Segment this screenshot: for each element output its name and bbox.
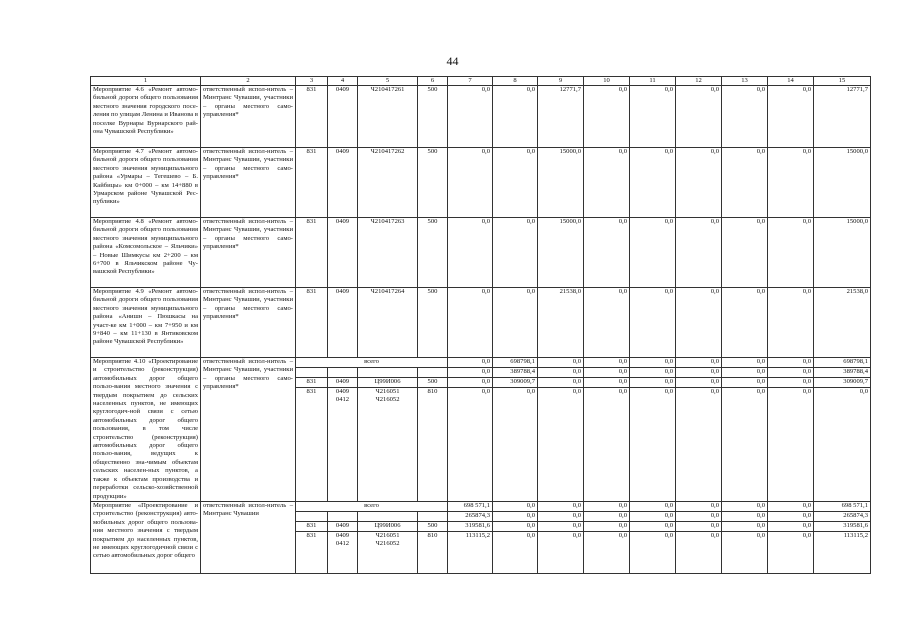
total-label: всего — [296, 502, 448, 512]
cell-value: 0,0 — [722, 358, 768, 368]
cell-value: 0,0 — [538, 368, 584, 378]
cell-value: 0,0 — [768, 512, 814, 522]
cell-value: 113115,2 — [448, 532, 493, 574]
target-code: Ч216051 — [375, 388, 400, 395]
cell-value: 389788,4 — [814, 368, 871, 378]
cell-value: 0,0 — [448, 378, 493, 388]
measure-name: Мероприятие 4.6 «Ремонт автомо-бильной дороги общего пользования местного значения городского посе-ления по улицам Ленина и Иванова в поселке Вурнары Вурнарского рай-она Чувашской Республики» — [91, 86, 201, 148]
empty-cell — [418, 368, 448, 378]
cell-value: 0,0 — [722, 532, 768, 574]
cell-value: 113115,2 — [814, 532, 871, 574]
cell-section: 0409 — [328, 148, 358, 218]
cell-value: 265874,3 — [448, 512, 493, 522]
col-header: 2 — [201, 77, 296, 86]
cell-value: 0,0 — [722, 368, 768, 378]
cell-expense-type: 500 — [418, 288, 448, 358]
cell-value: 0,0 — [448, 86, 493, 148]
cell-value: 0,0 — [584, 148, 630, 218]
cell-value: 0,0 — [584, 358, 630, 368]
cell-value: 0,0 — [584, 378, 630, 388]
cell-grbs: 831 — [296, 218, 328, 288]
target-code: Ч216052 — [375, 540, 400, 548]
cell-value: 0,0 — [584, 522, 630, 532]
col-header: 4 — [328, 77, 358, 86]
cell-target-code — [358, 388, 418, 502]
cell-expense-type: 500 — [418, 148, 448, 218]
cell-value: 0,0 — [448, 358, 493, 368]
cell-grbs: 831 — [296, 532, 328, 574]
cell-value: 0,0 — [768, 86, 814, 148]
measure-name: Мероприятие 4.8 «Ремонт автомо-бильной дороги общего пользования местного значения муниципального района «Комсомольское – Яльчики» – Новые Шимкусы км 2+200 – км 6+700 в Яльчикском районе Чу-вашской Республики» — [91, 218, 201, 288]
cell-value: 0,0 — [768, 502, 814, 512]
cell-value: 12771,7 — [538, 86, 584, 148]
empty-cell — [296, 368, 328, 378]
cell-value: 0,0 — [584, 512, 630, 522]
cell-value: 0,0 — [768, 358, 814, 368]
cell-value: 0,0 — [538, 388, 584, 502]
section-code: 0412 — [335, 540, 350, 548]
empty-cell — [358, 512, 418, 522]
executor: ответственный испол-нитель – Минтранс Чувашии, участники – органы местного само-управления* — [201, 288, 296, 358]
cell-value: 0,0 — [768, 532, 814, 574]
empty-cell — [328, 512, 358, 522]
cell-value: 698 571,1 — [448, 502, 493, 512]
cell-expense-type: 500 — [418, 86, 448, 148]
cell-value: 0,0 — [630, 288, 676, 358]
cell-value: 0,0 — [676, 218, 722, 288]
cell-grbs: 831 — [296, 378, 328, 388]
col-header: 13 — [722, 77, 768, 86]
executor: ответственный испол-нитель – Минтранс Чувашии — [201, 502, 296, 574]
cell-value: 21538,0 — [538, 288, 584, 358]
cell-value: 0,0 — [630, 368, 676, 378]
measure-name: Мероприятие «Проектирование и строительство (реконструкция) авто-мобильных дорог общего пользова-ния местного значения с твердым покрытием до населенных пунктов, не имеющих круглогодичной связи с сетью автомобильных дорог общего — [91, 502, 201, 574]
empty-cell — [418, 512, 448, 522]
table-row — [91, 86, 871, 148]
cell-grbs: 831 — [296, 86, 328, 148]
cell-value: 0,0 — [768, 288, 814, 358]
cell-value: 0,0 — [722, 522, 768, 532]
cell-value: 309009,7 — [814, 378, 871, 388]
col-header: 7 — [448, 77, 493, 86]
cell-value: 0,0 — [584, 288, 630, 358]
empty-cell — [358, 368, 418, 378]
cell-value: 0,0 — [630, 532, 676, 574]
cell-value: 0,0 — [630, 388, 676, 502]
cell-value: 0,0 — [448, 388, 493, 502]
cell-value: 0,0 — [538, 512, 584, 522]
cell-value: 15000,0 — [814, 148, 871, 218]
cell-value: 0,0 — [493, 522, 538, 532]
cell-value: 389788,4 — [493, 368, 538, 378]
col-header: 6 — [418, 77, 448, 86]
cell-value: 15000,0 — [538, 148, 584, 218]
cell-section: 0409 — [328, 86, 358, 148]
col-header: 14 — [768, 77, 814, 86]
cell-value: 698 571,1 — [814, 502, 871, 512]
cell-value: 0,0 — [538, 378, 584, 388]
cell-value: 0,0 — [493, 532, 538, 574]
cell-value: 0,0 — [722, 148, 768, 218]
col-header: 15 — [814, 77, 871, 86]
col-header: 3 — [296, 77, 328, 86]
cell-target-code: Ч210417261 — [358, 86, 418, 148]
cell-expense-type: 500 — [418, 522, 448, 532]
cell-value: 0,0 — [768, 388, 814, 502]
table-row — [91, 148, 871, 218]
cell-value: 12771,7 — [814, 86, 871, 148]
cell-value: 0,0 — [493, 502, 538, 512]
section-code: 0409 — [335, 388, 350, 395]
cell-target-code: Ц99И006 — [358, 378, 418, 388]
cell-grbs: 831 — [296, 522, 328, 532]
cell-value: 0,0 — [584, 502, 630, 512]
col-header: 8 — [493, 77, 538, 86]
header-row — [91, 77, 871, 86]
cell-expense-type: 810 — [418, 532, 448, 574]
col-header: 12 — [676, 77, 722, 86]
page-number: 44 — [446, 54, 459, 68]
cell-section: 0409 — [328, 522, 358, 532]
cell-value: 0,0 — [448, 288, 493, 358]
cell-value: 0,0 — [722, 378, 768, 388]
section-code: 0412 — [335, 396, 350, 404]
cell-value: 21538,0 — [814, 288, 871, 358]
cell-value: 0,0 — [630, 502, 676, 512]
cell-value: 0,0 — [722, 502, 768, 512]
cell-value: 0,0 — [676, 368, 722, 378]
cell-value: 0,0 — [676, 358, 722, 368]
table-row — [91, 358, 871, 368]
cell-value: 0,0 — [814, 388, 871, 502]
cell-section: 0409 — [328, 378, 358, 388]
total-label: всего — [296, 358, 448, 368]
cell-value: 0,0 — [584, 388, 630, 502]
executor: ответственный испол-нитель – Минтранс Чувашии, участники – органы местного само-управления* — [201, 86, 296, 148]
cell-value: 15000,0 — [538, 218, 584, 288]
cell-expense-type: 810 — [418, 388, 448, 502]
col-header: 10 — [584, 77, 630, 86]
cell-value: 319581,6 — [448, 522, 493, 532]
cell-value: 0,0 — [768, 378, 814, 388]
cell-target-code: Ч210417263 — [358, 218, 418, 288]
cell-target-code: Ч210417262 — [358, 148, 418, 218]
cell-value: 0,0 — [676, 288, 722, 358]
cell-value: 0,0 — [630, 378, 676, 388]
cell-value: 0,0 — [768, 218, 814, 288]
cell-value: 0,0 — [584, 86, 630, 148]
table-row — [91, 218, 871, 288]
cell-value: 0,0 — [493, 288, 538, 358]
cell-value: 309009,7 — [493, 378, 538, 388]
cell-value: 0,0 — [722, 218, 768, 288]
col-header: 1 — [91, 77, 201, 86]
cell-section — [328, 388, 358, 502]
col-header: 11 — [630, 77, 676, 86]
cell-value: 0,0 — [538, 502, 584, 512]
cell-value: 0,0 — [448, 218, 493, 288]
cell-grbs: 831 — [296, 388, 328, 502]
col-header: 9 — [538, 77, 584, 86]
cell-grbs: 831 — [296, 148, 328, 218]
cell-target-code: Ц99И006 — [358, 522, 418, 532]
cell-value: 0,0 — [493, 86, 538, 148]
cell-expense-type: 500 — [418, 378, 448, 388]
cell-value: 0,0 — [630, 358, 676, 368]
cell-value: 0,0 — [630, 522, 676, 532]
cell-value: 0,0 — [676, 378, 722, 388]
cell-value: 0,0 — [630, 86, 676, 148]
program-measures-table — [90, 76, 871, 574]
cell-value: 0,0 — [493, 512, 538, 522]
cell-value: 0,0 — [676, 512, 722, 522]
cell-value: 0,0 — [722, 512, 768, 522]
section-code: 0409 — [335, 532, 350, 539]
empty-cell — [296, 512, 328, 522]
cell-value: 0,0 — [676, 388, 722, 502]
cell-expense-type: 500 — [418, 218, 448, 288]
executor: ответственный испол-нитель – Минтранс Чувашии, участники – органы местного само-управления* — [201, 358, 296, 502]
cell-value: 0,0 — [722, 288, 768, 358]
cell-value: 698798,1 — [814, 358, 871, 368]
cell-value: 0,0 — [630, 218, 676, 288]
cell-value: 0,0 — [722, 86, 768, 148]
cell-value: 0,0 — [676, 148, 722, 218]
executor: ответственный испол-нитель – Минтранс Чувашии, участники – органы местного само-управления* — [201, 218, 296, 288]
cell-value: 265874,3 — [814, 512, 871, 522]
cell-value: 0,0 — [584, 218, 630, 288]
cell-value: 0,0 — [584, 368, 630, 378]
cell-value: 0,0 — [448, 368, 493, 378]
target-code: Ч216051 — [375, 532, 400, 539]
cell-value: 0,0 — [538, 522, 584, 532]
cell-value: 0,0 — [630, 148, 676, 218]
cell-value: 0,0 — [630, 512, 676, 522]
executor: ответственный испол-нитель – Минтранс Чувашии, участники – органы местного само-управления* — [201, 148, 296, 218]
cell-value: 698798,1 — [493, 358, 538, 368]
measure-name: Мероприятие 4.9 «Ремонт автомо-бильной дороги общего пользования местного значения муниципального района «Анишн – Пюшкасы на участ-ке км 1+000 – км 7+950 и км 9+840 – км 11+130 в Янтиковском районе Чувашской Республики» — [91, 288, 201, 358]
measure-name: Мероприятие 4.10 «Проектирование и строительство (реконструкция) автомобильных дорог общего пользо-вания местного значения с твердым покрытием до сельских населенных пунктов, не имеющих круглогодич-ной связи с сетью автомобильных дорог общего пользования, в том числе строительство (реконструкция) автомобильных дорог общего пользо-вания, ведущих к общественно зна-чимым объектам сельских населен-ных пунктов, а также к объектам производства и переработки сельско-хозяйственной продукции» — [91, 358, 201, 502]
cell-value: 0,0 — [676, 86, 722, 148]
cell-value: 0,0 — [538, 358, 584, 368]
cell-value: 0,0 — [768, 148, 814, 218]
cell-grbs: 831 — [296, 288, 328, 358]
cell-value: 0,0 — [493, 218, 538, 288]
cell-value: 0,0 — [584, 532, 630, 574]
cell-value: 15000,0 — [814, 218, 871, 288]
cell-value: 0,0 — [768, 368, 814, 378]
cell-value: 0,0 — [493, 388, 538, 502]
cell-target-code — [358, 532, 418, 574]
cell-section: 0409 — [328, 218, 358, 288]
table-row — [91, 288, 871, 358]
cell-value: 0,0 — [676, 502, 722, 512]
cell-value: 0,0 — [448, 148, 493, 218]
col-header: 5 — [358, 77, 418, 86]
cell-value: 319581,6 — [814, 522, 871, 532]
cell-section — [328, 532, 358, 574]
cell-value: 0,0 — [722, 388, 768, 502]
cell-value: 0,0 — [493, 148, 538, 218]
cell-target-code: Ч210417264 — [358, 288, 418, 358]
cell-section: 0409 — [328, 288, 358, 358]
cell-value: 0,0 — [538, 532, 584, 574]
cell-value: 0,0 — [676, 522, 722, 532]
cell-value: 0,0 — [768, 522, 814, 532]
target-code: Ч216052 — [375, 396, 400, 404]
table-row — [91, 502, 871, 512]
empty-cell — [328, 368, 358, 378]
cell-value: 0,0 — [676, 532, 722, 574]
measure-name: Мероприятие 4.7 «Ремонт автомо-бильной дороги общего пользования местного значения муниципального района «Урмары – Тегешево – Б. Кайбицы» км 0+000 – км 14+880 в Урмарском районе Чувашской Рес-публики» — [91, 148, 201, 218]
